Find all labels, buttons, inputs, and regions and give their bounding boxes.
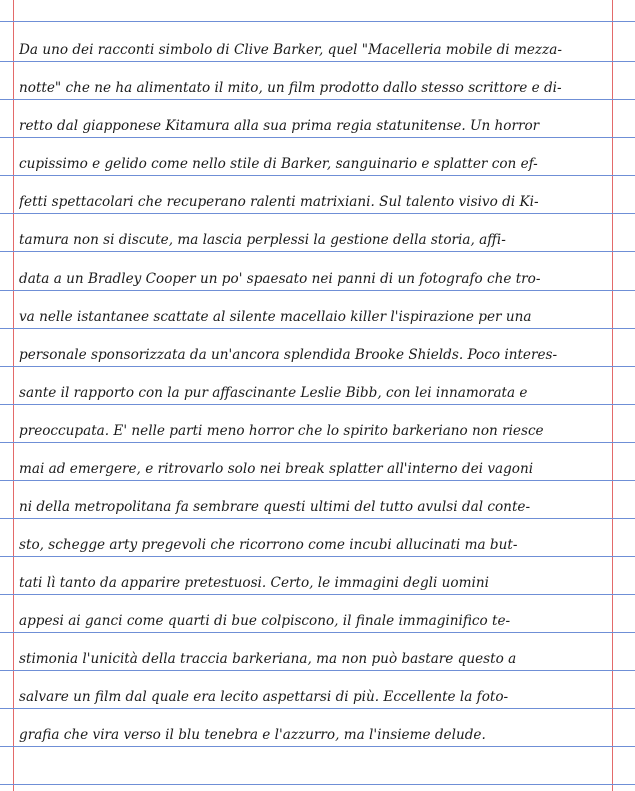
ruled-line [0,137,635,138]
handwritten-line: mai ad emergere, e ritrovarlo solo nei break splatter all'interno dei vagoni [19,461,534,477]
handwritten-line: fetti spettacolari che recuperano ralenti matrixiani. Sul talento visivo di Ki- [19,194,539,210]
ruled-line [0,518,635,519]
handwritten-line: Da uno dei racconti simbolo di Clive Barker, quel "Macelleria mobile di mezza- [19,42,562,58]
handwritten-line: preoccupata. E' nelle parti meno horror che lo spirito barkeriano non riesce [19,423,544,439]
ruled-line [0,442,635,443]
handwritten-line: grafia che vira verso il blu tenebra e l'azzurro, ma l'insieme delude. [19,727,486,743]
handwritten-line: ni della metropolitana fa sembrare questi ultimi del tutto avulsi dal conte- [19,499,531,515]
handwritten-line: sto, schegge arty pregevoli che ricorrono come incubi allucinati ma but- [19,537,518,553]
ruled-line [0,784,635,785]
ruled-line [0,175,635,176]
ruled-line [0,670,635,671]
ruled-line [0,556,635,557]
ruled-line [0,328,635,329]
ruled-line [0,594,635,595]
ruled-line [0,708,635,709]
handwritten-line: va nelle istantanee scattate al silente macellaio killer l'ispirazione per una [19,309,532,325]
handwritten-line: sante il rapporto con la pur affascinante Leslie Bibb, con lei innamorata e [19,385,528,401]
ruled-line [0,404,635,405]
ruled-line [0,99,635,100]
handwritten-line: retto dal giapponese Kitamura alla sua prima regia statunitense. Un horror [19,118,540,134]
handwritten-line: tamura non si discute, ma lascia perplessi la gestione della storia, affi- [19,232,506,248]
handwritten-line: tati lì tanto da apparire pretestuosi. Certo, le immagini degli uomini [19,575,489,591]
ruled-line [0,61,635,62]
handwritten-line: appesi ai ganci come quarti di bue colpiscono, il finale immaginifico te- [19,613,511,629]
handwritten-line: personale sponsorizzata da un'ancora splendida Brooke Shields. Poco interes- [19,347,558,363]
ruled-line [0,251,635,252]
ruled-line [0,366,635,367]
handwritten-line: salvare un film dal quale era lecito aspettarsi di più. Eccellente la foto- [19,689,509,705]
ruled-line [0,480,635,481]
handwritten-line: cupissimo e gelido come nello stile di Barker, sanguinario e splatter con ef- [19,156,538,172]
ruled-line [0,213,635,214]
handwritten-line: notte" che ne ha alimentato il mito, un film prodotto dallo stesso scrittore e di- [19,80,562,96]
handwritten-line: stimonia l'unicità della traccia barkeriana, ma non può bastare questo a [19,651,517,667]
left-margin-line [13,0,14,791]
ruled-line [0,21,635,22]
ruled-line [0,290,635,291]
ruled-line [0,746,635,747]
ruled-line [0,632,635,633]
handwritten-line: data a un Bradley Cooper un po' spaesato nei panni di un fotografo che tro- [19,271,541,287]
